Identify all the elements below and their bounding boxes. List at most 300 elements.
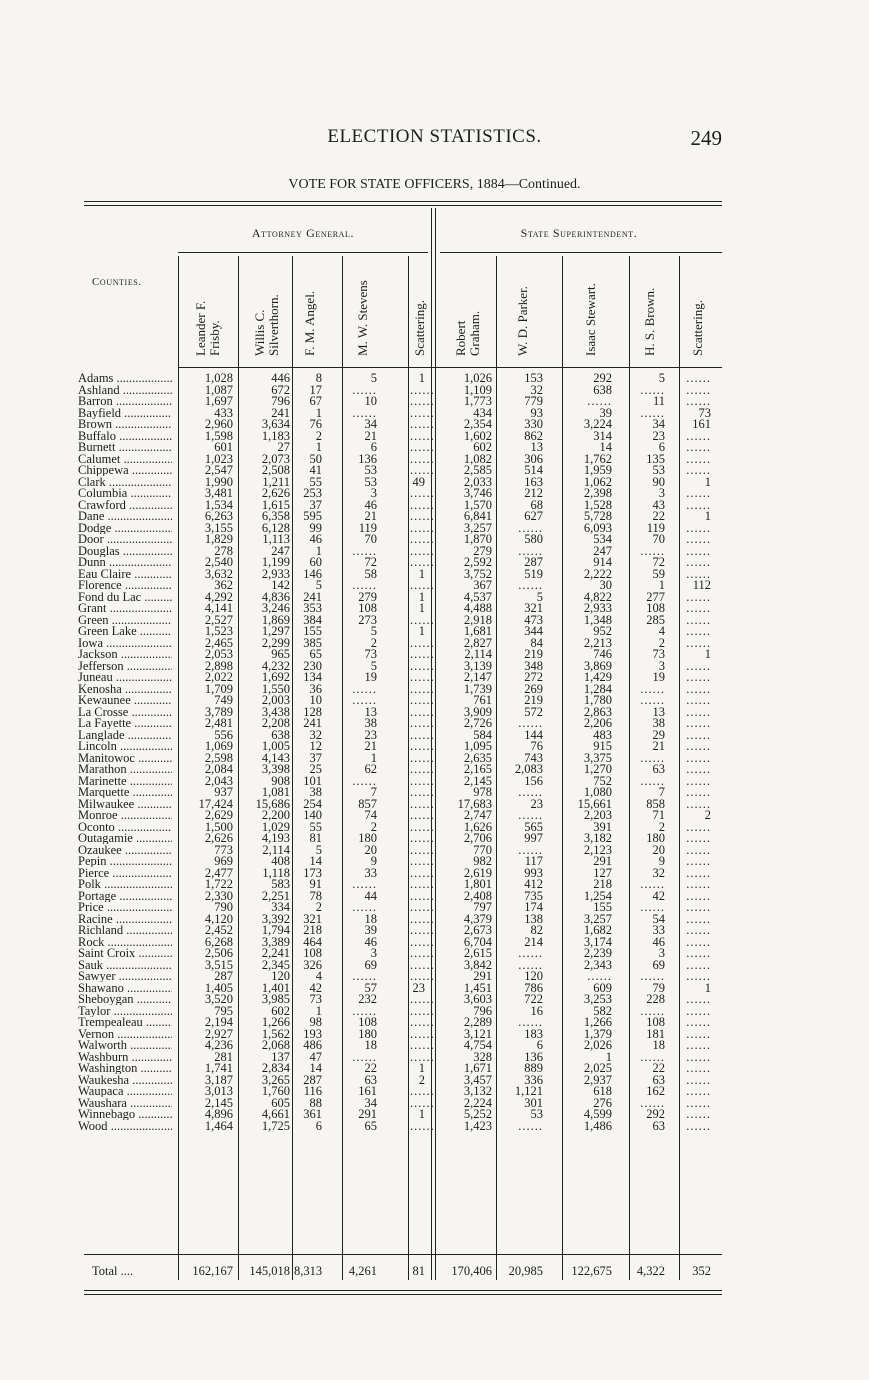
table-cell: ...... [518,1118,543,1133]
table-cell: 128 [303,704,322,719]
table-cell: 1,284 [583,681,612,696]
table-cell: 1 [418,589,425,604]
table-cell: 38 [364,716,377,730]
table-cell: 17 [309,382,322,397]
county-name: Marathon ..... [78,764,172,775]
table-cell: 1,401 [261,980,290,995]
table-cell: 74 [364,808,377,822]
county-name: Jefferson ..... [78,661,172,672]
table-cell: 1,682 [583,923,612,937]
table-cell: 13 [652,704,665,719]
table-cell: 314 [593,428,612,443]
table-cell: 10 [309,693,322,707]
table-cell: 21 [364,739,377,753]
table-cell: 3 [370,486,377,500]
group-underline-right [440,252,722,253]
table-cell: 1,615 [261,497,290,512]
table-cell: ...... [410,1084,435,1098]
table-cell: 1,773 [463,394,492,408]
table-cell: 3,438 [261,704,290,719]
table-cell: 6,128 [261,520,290,535]
total-cell: 81 [412,1264,425,1278]
table-cell: 230 [303,658,322,673]
table-cell: 3,253 [583,992,612,1006]
table-cell: 2,398 [583,486,612,500]
table-cell: 2,477 [204,865,233,880]
table-cell: 47 [309,1049,322,1064]
table-cell: ...... [686,842,711,857]
table-cell: ...... [410,854,435,868]
table-cell: 3,634 [261,417,290,431]
table-cell: 14 [309,1061,322,1075]
table-cell: ...... [686,601,711,615]
table-cell: 33 [652,923,665,937]
table-cell: ...... [686,371,711,385]
table-cell: ...... [410,463,435,477]
table-cell: ...... [686,1118,711,1133]
table-cell: 39 [599,405,612,420]
table-cell: 5 [658,371,665,385]
table-cell: 1,528 [583,497,612,512]
table-cell: 30 [599,578,612,592]
table-cell: ...... [686,624,711,638]
table-cell: 2,933 [583,601,612,615]
table-cell: 2,626 [261,486,290,500]
table-cell: 915 [593,739,612,753]
table-cell: 2,043 [204,773,233,788]
table-cell: 2 [418,1072,425,1087]
table-cell: 272 [524,670,543,684]
table-row [0,1118,869,1133]
table-cell: 49 [412,474,425,489]
table-cell: 241 [303,589,322,604]
table-cell: ...... [352,382,377,397]
table-cell: ...... [686,1107,711,1121]
table-cell: ...... [410,417,435,431]
table-cell: 321 [524,601,543,615]
table-cell: 6 [658,440,665,454]
table-cell: 2 [370,635,377,650]
table-cell: 2,053 [204,647,233,661]
table-cell: 858 [646,796,665,811]
table-cell: 580 [524,532,543,546]
table-cell: 3,632 [204,566,233,581]
table-cell: 67 [309,394,322,408]
table-cell: 1,348 [583,612,612,627]
table-cell: ...... [410,635,435,650]
table-cell: 292 [646,1107,665,1121]
table-cell: ...... [518,808,543,822]
table-cell: 219 [524,647,543,661]
table-cell: 2,481 [204,716,233,730]
table-cell: 10 [364,394,377,408]
bottom-double-rule-2 [84,1294,722,1295]
table-cell: 140 [303,808,322,822]
table-cell: ...... [686,1026,711,1041]
table-cell: ...... [410,658,435,673]
table-cell: 232 [358,992,377,1006]
table-cell: 1,023 [204,451,233,466]
county-name: Sauk ..... [78,960,172,971]
table-cell: 84 [530,635,543,650]
table-cell: 2,206 [583,716,612,730]
table-cell: ...... [410,900,435,914]
table-cell: 6,704 [463,934,492,949]
table-cell: ...... [410,923,435,937]
table-cell: 433 [214,405,233,420]
table-cell: 162 [646,1084,665,1098]
table-cell: 91 [309,877,322,891]
table-cell: ...... [640,1095,665,1110]
table-cell: ...... [686,831,711,845]
table-cell: 44 [364,888,377,903]
table-cell: ...... [686,946,711,960]
table-cell: 1,254 [583,888,612,903]
table-cell: ...... [410,750,435,765]
table-cell: ...... [686,1038,711,1052]
column-header: Leander F. Frisby. [192,300,222,356]
table-cell: 34 [364,1095,377,1110]
table-cell: 2 [315,900,322,914]
table-cell: ...... [352,578,377,592]
table-cell: 2,898 [204,658,233,673]
table-cell: 1 [658,578,665,592]
table-cell: ...... [686,888,711,903]
table-cell: ...... [410,440,435,454]
table-cell: 1,121 [514,1084,543,1098]
table-cell: 1 [315,440,322,454]
county-name: Ozaukee ..... [78,845,172,856]
table-cell: 4,379 [463,911,492,926]
table-cell: 112 [692,578,711,592]
table-cell: 1 [315,543,322,558]
table-cell: 3,746 [463,486,492,500]
table-cell: 22 [652,1061,665,1075]
table-cell: ...... [686,969,711,983]
table-cell: 1,534 [204,497,233,512]
table-cell: ...... [410,785,435,799]
table-cell: 1,801 [463,877,492,891]
table-cell: 2,200 [261,808,290,822]
county-name: Milwaukee ..... [78,799,172,810]
table-cell: 2,408 [463,888,492,903]
table-cell: 73 [652,647,665,661]
table-cell: 1,005 [261,739,290,753]
table-cell: 1,266 [261,1015,290,1029]
table-cell: 62 [364,762,377,776]
table-cell: ...... [686,463,711,477]
table-cell: 285 [646,612,665,627]
table-cell: 20 [364,842,377,857]
table-cell: ...... [686,785,711,799]
table-cell: 572 [524,704,543,719]
table-cell: 2,213 [583,635,612,650]
table-cell: ...... [352,681,377,696]
county-name: Buffalo ..... [78,431,172,442]
table-cell: 412 [524,877,543,891]
table-cell: 54 [652,911,665,926]
table-cell: 53 [652,463,665,477]
table-cell: 3,985 [261,992,290,1006]
table-cell: 1,550 [261,681,290,696]
table-cell: 101 [303,773,322,788]
table-cell: ...... [686,394,711,408]
table-cell: ...... [518,520,543,535]
table-cell: 1,500 [204,819,233,834]
table-cell: 773 [214,842,233,857]
county-name: Waupaca ..... [78,1086,172,1097]
table-cell: 99 [309,520,322,535]
table-cell: 153 [524,371,543,385]
table-cell: 2,673 [463,923,492,937]
table-cell: 247 [271,543,290,558]
table-cell: 281 [214,1049,233,1064]
table-cell: 618 [593,1084,612,1098]
table-cell: ...... [686,877,711,891]
table-cell: 1,671 [463,1061,492,1075]
table-cell: ...... [410,842,435,857]
table-cell: 22 [364,1061,377,1075]
table-cell: 2,083 [514,762,543,776]
table-cell: 1 [418,1061,425,1075]
table-cell: 2,345 [261,957,290,972]
table-cell: 584 [473,727,492,742]
table-cell: ...... [410,1026,435,1041]
table-cell: 2,354 [463,417,492,431]
table-cell: 1 [418,624,425,638]
table-cell: 434 [473,405,492,420]
table-cell: 53 [364,474,377,489]
table-cell: 328 [473,1049,492,1064]
table-cell: 58 [364,566,377,581]
table-cell: 348 [524,658,543,673]
county-name: Calumet ..... [78,454,172,465]
table-cell: ...... [640,681,665,696]
table-cell: ...... [686,992,711,1006]
group-underline-left [178,252,428,253]
table-cell: 2,084 [204,762,233,776]
table-cell: 46 [364,497,377,512]
table-cell: 2,114 [262,842,290,857]
table-cell: ...... [518,1015,543,1029]
table-cell: 42 [652,888,665,903]
table-row [0,580,869,591]
table-cell: 408 [271,854,290,868]
table-cell: 2,585 [463,463,492,477]
table-cell: 1,062 [583,474,612,489]
table-cell: 1,069 [204,739,233,753]
table-cell: 181 [646,1026,665,1041]
table-cell: 29 [652,727,665,742]
table-cell: ...... [410,520,435,535]
table-cell: 982 [473,854,492,868]
county-name: Jackson ..... [78,649,172,660]
table-cell: ...... [686,773,711,788]
table-row [0,465,869,476]
table-cell: ...... [352,405,377,420]
column-header: Robert Graham. [453,310,482,356]
county-name: Langlade ..... [78,730,172,741]
table-cell: 464 [303,934,322,949]
total-cell: 20,985 [508,1264,543,1278]
table-cell: 156 [524,773,543,788]
table-cell: 582 [593,1003,612,1018]
table-cell: 5 [315,578,322,592]
table-cell: ...... [686,796,711,811]
table-cell: 1,602 [463,428,492,443]
table-cell: 602 [271,1003,290,1018]
table-row [0,557,869,568]
table-cell: 3,909 [463,704,492,719]
table-cell: ...... [686,1084,711,1098]
table-cell: ...... [410,796,435,811]
table-cell: ...... [686,635,711,650]
table-cell: 34 [364,417,377,431]
table-cell: 1,405 [204,980,233,995]
table-cell: ...... [352,969,377,983]
table-cell: 5,728 [583,509,612,523]
table-cell: 161 [358,1084,377,1098]
table-cell: 2,933 [261,566,290,581]
table-cell: 1,029 [261,819,290,834]
table-cell: 2,506 [204,946,233,960]
table-cell: ...... [518,785,543,799]
table-cell: ...... [410,946,435,960]
table-cell: 601 [214,440,233,454]
table-cell: ...... [587,969,612,983]
table-cell: 2,208 [261,716,290,730]
table-cell: 50 [309,451,322,466]
table-cell: 18 [652,1038,665,1052]
table-cell: ...... [410,934,435,949]
table-cell: 65 [309,647,322,661]
table-cell: 138 [524,911,543,926]
table-cell: 6,093 [583,520,612,535]
table-cell: 534 [593,532,612,546]
table-cell: 1,870 [463,532,492,546]
table-cell: ...... [410,509,435,523]
table-cell: 595 [303,509,322,523]
table-cell: ...... [640,877,665,891]
table-cell: 5 [536,589,543,604]
table-cell: 25 [309,762,322,776]
table-cell: 3,603 [463,992,492,1006]
table-cell: 183 [524,1026,543,1041]
table-cell: 9 [658,854,665,868]
table-cell: ...... [640,1049,665,1064]
table-cell: 41 [309,463,322,477]
table-cell: 2,343 [583,957,612,972]
table-cell: 3,257 [463,520,492,535]
table-cell: 88 [309,1095,322,1110]
table-cell: 15,661 [577,796,612,811]
county-name: Douglas ..... [78,546,172,557]
column-header: Scattering. [690,300,705,356]
table-cell: 23 [530,796,543,811]
table-cell: ...... [352,900,377,914]
table-cell: 4,488 [463,601,492,615]
table-cell: ...... [686,451,711,466]
table-cell: 68 [530,497,543,512]
table-cell: 146 [303,566,322,581]
table-cell: 6 [370,440,377,454]
table-cell: ...... [410,612,435,627]
table-cell: 2,241 [261,946,290,960]
table-cell: 32 [530,382,543,397]
table-cell: 3,246 [261,601,290,615]
table-cell: ...... [518,842,543,857]
table-cell: ...... [686,670,711,684]
table-cell: 1,464 [204,1118,233,1133]
table-cell: 1,709 [204,681,233,696]
table-cell: ...... [352,1049,377,1064]
table-cell: 117 [524,854,543,868]
table-cell: 2,937 [583,1072,612,1087]
table-cell: 2,527 [204,612,233,627]
table-cell: 908 [271,773,290,788]
table-cell: 3 [370,946,377,960]
table-cell: 116 [303,1084,322,1098]
table-cell: 193 [303,1026,322,1041]
table-cell: 4,661 [261,1107,290,1121]
table-cell: ...... [686,1095,711,1110]
table-cell: 46 [364,934,377,949]
table-cell: 37 [309,497,322,512]
table-cell: 59 [652,566,665,581]
table-cell: 78 [309,888,322,903]
county-name: Outagamie ..... [78,833,172,844]
county-name: Portage ..... [78,891,172,902]
counties-column-header: Counties. [92,276,142,288]
table-cell: 336 [524,1072,543,1087]
table-cell: 2,635 [463,750,492,765]
table-cell: ...... [686,1061,711,1075]
county-name: Chippewa ..... [78,465,172,476]
table-cell: 2,194 [204,1015,233,1029]
table-cell: 3,155 [204,520,233,535]
table-cell: 2,540 [204,555,233,569]
county-name: Oconto ..... [78,822,172,833]
table-cell: 17,683 [457,796,492,811]
table-cell: 1,570 [463,497,492,512]
table-cell: 163 [524,474,543,489]
table-cell: 108 [646,1015,665,1029]
table-subtitle: VOTE FOR STATE OFFICERS, 1884—Continued. [288,177,581,192]
table-cell: 3,789 [204,704,233,719]
table-cell: ...... [686,532,711,546]
column-header: Isaac Stewart. [582,283,598,356]
table-cell: 287 [524,555,543,569]
table-cell: 1,429 [583,670,612,684]
table-cell: ...... [686,704,711,719]
table-cell: 3 [658,486,665,500]
table-cell: ...... [686,382,711,397]
table-cell: ...... [410,578,435,592]
county-name: Clark ..... [78,477,172,488]
table-cell: ...... [686,428,711,443]
table-cell: 2,508 [261,463,290,477]
table-cell: 34 [652,417,665,431]
county-name: Price ..... [78,902,172,913]
county-name: Kenosha ..... [78,684,172,695]
table-cell: ...... [686,566,711,581]
county-name: Dunn ..... [78,557,172,568]
county-name: Shawano ..... [78,983,172,994]
table-cell: ...... [410,543,435,558]
table-cell: 937 [214,785,233,799]
table-cell: 23 [364,727,377,742]
table-cell: 1,087 [204,382,233,397]
